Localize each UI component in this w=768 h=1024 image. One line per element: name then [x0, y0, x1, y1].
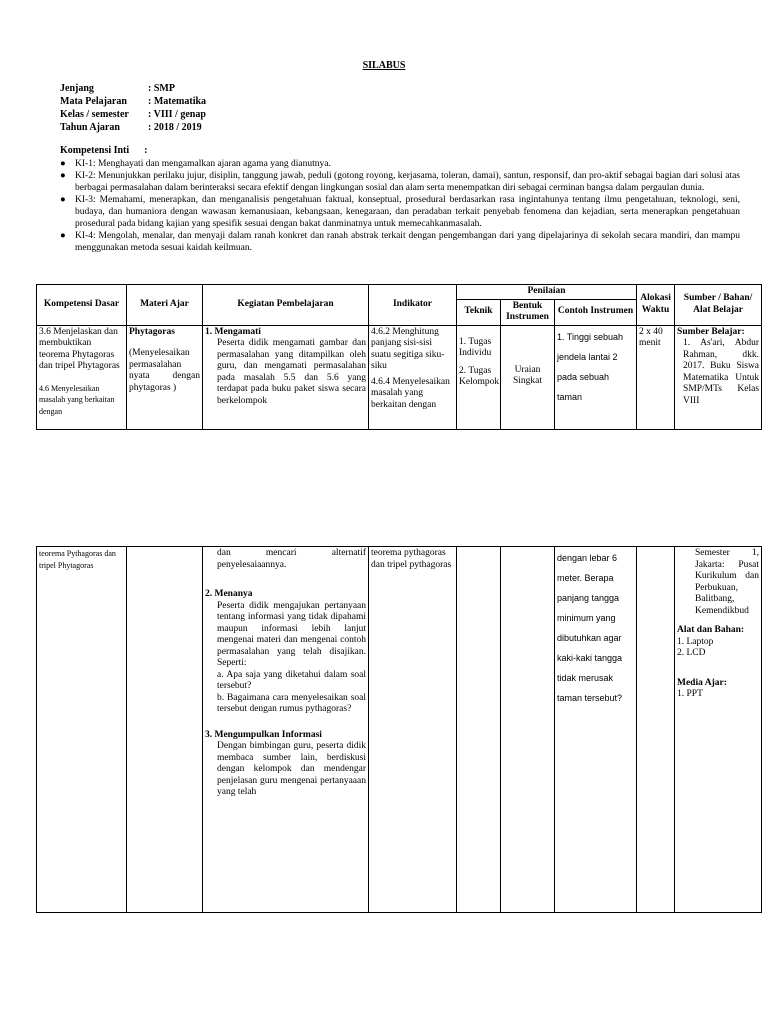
kegiatan-text: a. Apa saja yang diketahui dalam soal tersebut?: [217, 669, 366, 691]
kd-text: teorema Pythagoras dan tripel Phytagoras: [39, 549, 116, 570]
sumber-cell: [675, 547, 762, 913]
indikator-text: 4.6.4 Menyelesaikan masalah yang berkaitan dengan: [371, 376, 450, 410]
bentuk-cell: [501, 547, 555, 913]
ki-item: [60, 230, 740, 254]
indikator-cell: [369, 547, 457, 913]
sumber-cell: [675, 325, 762, 429]
ki-text: KI-1: Menghayati dan mengamalkan ajaran agama yang dianutnya.: [75, 159, 331, 169]
header-alokasi: Alokasi Waktu: [637, 285, 675, 326]
meta-key: Jenjang: [60, 83, 94, 94]
ki-list: [60, 158, 740, 254]
meta-key: Kelas / semester: [60, 109, 129, 120]
alokasi-text: 2 x 40 menit: [639, 326, 663, 348]
indikator-cell: [369, 325, 457, 429]
kd-text: 3.6 Menjelaskan dan membuktikan teorema Phytagoras dan tripel Phytagoras: [39, 326, 120, 371]
materi-cell: [127, 325, 203, 429]
contoh-cell: [555, 325, 637, 429]
bullet-icon: ●: [60, 231, 66, 241]
contoh-cell: [555, 547, 637, 913]
meta-value: : VIII / genap: [148, 109, 206, 120]
kegiatan-title: 1. Mengamati: [205, 326, 261, 337]
ki-heading: Kompetensi Inti :: [60, 145, 148, 156]
meta-key: Mata Pelajaran: [60, 96, 127, 107]
alat-item: 2. LCD: [677, 648, 706, 658]
kegiatan-text: b. Bagaimana cara menyelesaikan soal tersebut dengan rumus pythagoras?: [217, 692, 366, 714]
meta-value: : Matematika: [148, 96, 207, 107]
ki-item: [60, 158, 740, 170]
header-indikator: Indikator: [369, 285, 457, 326]
meta-value: : 2018 / 2019: [148, 122, 202, 133]
kd-cell: [37, 547, 127, 913]
kegiatan-text: Dengan bimbingan guru, peserta didik membaca sumber lain, berdiskusi dengan kelompok dan mendengar penjelasan guru mengenai pertanyaaan yang telah: [217, 741, 366, 797]
ki-text: KI-4: Mengolah, menalar, dan menyaji dalam ranah konkret dan ranah abstrak terkait dengan pengembangan dari yang dipelajarinya di sekolah secara mandiri, dan mampu menggunakan metoda sesuai kaidah keilmuan.: [75, 231, 740, 253]
ki-item: [60, 194, 740, 230]
media-title: Media Ajar:: [677, 677, 727, 688]
header-sumber: Sumber / Bahan/ Alat Belajar: [675, 285, 762, 326]
alat-title: Alat dan Bahan:: [677, 625, 745, 635]
materi-text: (Menyelesaikan permasalahan nyata dengan phytagoras ): [129, 348, 200, 393]
header-kegiatan: Kegiatan Pembelajaran: [203, 285, 369, 326]
contoh-text: 1. Tinggi sebuah jendela lantai 2 pada sebuah taman: [557, 331, 624, 402]
alat-item: 1. Laptop: [677, 636, 714, 647]
bullet-icon: ●: [60, 171, 66, 181]
header-bentuk: Bentuk Instrumen: [501, 299, 555, 325]
sumber-text: 1. As'ari, Abdur Rahman, dkk. 2017. Buku Siswa Matematika Untuk SMP/MTs Kelas VIII: [683, 338, 760, 406]
bentuk-cell: [501, 325, 555, 429]
alokasi-cell: [637, 325, 675, 429]
meta-row: [60, 121, 206, 134]
materi-cell: [127, 547, 203, 913]
meta-row: [60, 108, 206, 121]
indikator-text: teorema pythagoras dan tripel pythagoras: [371, 548, 452, 570]
header-teknik: Teknik: [457, 299, 501, 325]
kegiatan-cell: [203, 325, 369, 429]
bullet-icon: ●: [60, 159, 66, 169]
materi-title: Phytagoras: [129, 326, 175, 337]
teknik-cell: [457, 325, 501, 429]
bentuk-text: Uraian Singkat: [512, 364, 543, 386]
meta-key: Tahun Ajaran: [60, 122, 120, 133]
syllabus-table-page2: [36, 546, 762, 913]
kegiatan-text: Peserta didik mengajukan pertanyaan tentang informasi yang tidak dipahami maupun informasi lebih lanjut mengenai materi dan mengenai contoh permasalahan yang telah disajikan. Seperti:: [217, 600, 366, 668]
kegiatan-text: dan mencari alternatif penyelesaiaannya.: [217, 548, 366, 570]
header-kd: Kompetensi Dasar: [37, 285, 127, 326]
sumber-title: Sumber Belajar:: [677, 326, 745, 337]
teknik-text: 2. Tugas Kelompok: [459, 365, 500, 387]
alokasi-cell: [637, 547, 675, 913]
meta-value: : SMP: [148, 83, 175, 94]
header-penilaian: Penilaian: [457, 285, 637, 300]
kegiatan-title: 2. Menanya: [205, 589, 253, 599]
indikator-text: 4.6.2 Menghitung panjang sisi-sisi suatu segitiga siku-siku: [371, 326, 445, 371]
ki-text: KI-2: Menunjukkan perilaku jujur, disiplin, tanggung jawab, peduli (gotong royong, kerjasama, toleran, damai), santun, responsif, dan pro-aktif sebagai bagian dari solusi atas berbagai permasalahan dalam berinteraksi secara efektif dengan lingkungan sosial dan alam serta menempatkan diri sebagai cerminan bangsa dalam pergaulan dunia.: [75, 171, 740, 193]
kegiatan-title: 3. Mengumpulkan Informasi: [205, 729, 322, 740]
teknik-cell: [457, 547, 501, 913]
kegiatan-text: Peserta didik mengamati gambar dan permasalahan yang ditampilkan oleh guru, dan mengamati permasalahan pada masalah 5.5 dan 5.6 yang terdapat pada buku paket siswa secara berkelompok: [217, 338, 366, 406]
meta-block: [60, 82, 206, 134]
meta-row: [60, 82, 206, 95]
ki-item: [60, 170, 740, 194]
syllabus-table-page1: [36, 284, 762, 430]
ki-text: KI-3: Memahami, menerapkan, dan menganalisis pengetahuan faktual, konseptual, prosedural berdasarkan rasa ingintahunya tentang ilmu pengetahuan, teknologi, seni, budaya, dan humaniora dengan wawasan kemanusiaan, kebangsaan, kenegaraan, dan peradaban terkait penyebab fenomena dan kejadian, serta menerapkan pengetahuan prosedural pada bidang kajian yang spesifik sesuai dengan bakat danminatnya untuk memecahkanmasalah.: [75, 195, 740, 229]
header-materi: Materi Ajar: [127, 285, 203, 326]
kd-cell: [37, 325, 127, 429]
media-item: 1. PPT: [677, 689, 703, 699]
teknik-text: 1. Tugas Individu: [459, 336, 492, 358]
meta-row: [60, 95, 206, 108]
contoh-text: dengan lebar 6 meter. Berapa panjang tangga minimum yang dibutuhkan agar kaki-kaki tangga tidak merusak taman tersebut?: [557, 553, 623, 703]
kd-text: 4.6 Menyelesaikan masalah yang berkaitan dengan: [39, 383, 115, 416]
sumber-text: Semester 1, Jakarta: Pusat Kurikulum dan Perbukuan, Balitbang, Kemendikbud: [695, 548, 759, 616]
document-title: SILABUS: [362, 60, 406, 71]
header-contoh: Contoh Instrumen: [555, 299, 637, 325]
bullet-icon: ●: [60, 195, 66, 205]
kegiatan-cell: [203, 547, 369, 913]
